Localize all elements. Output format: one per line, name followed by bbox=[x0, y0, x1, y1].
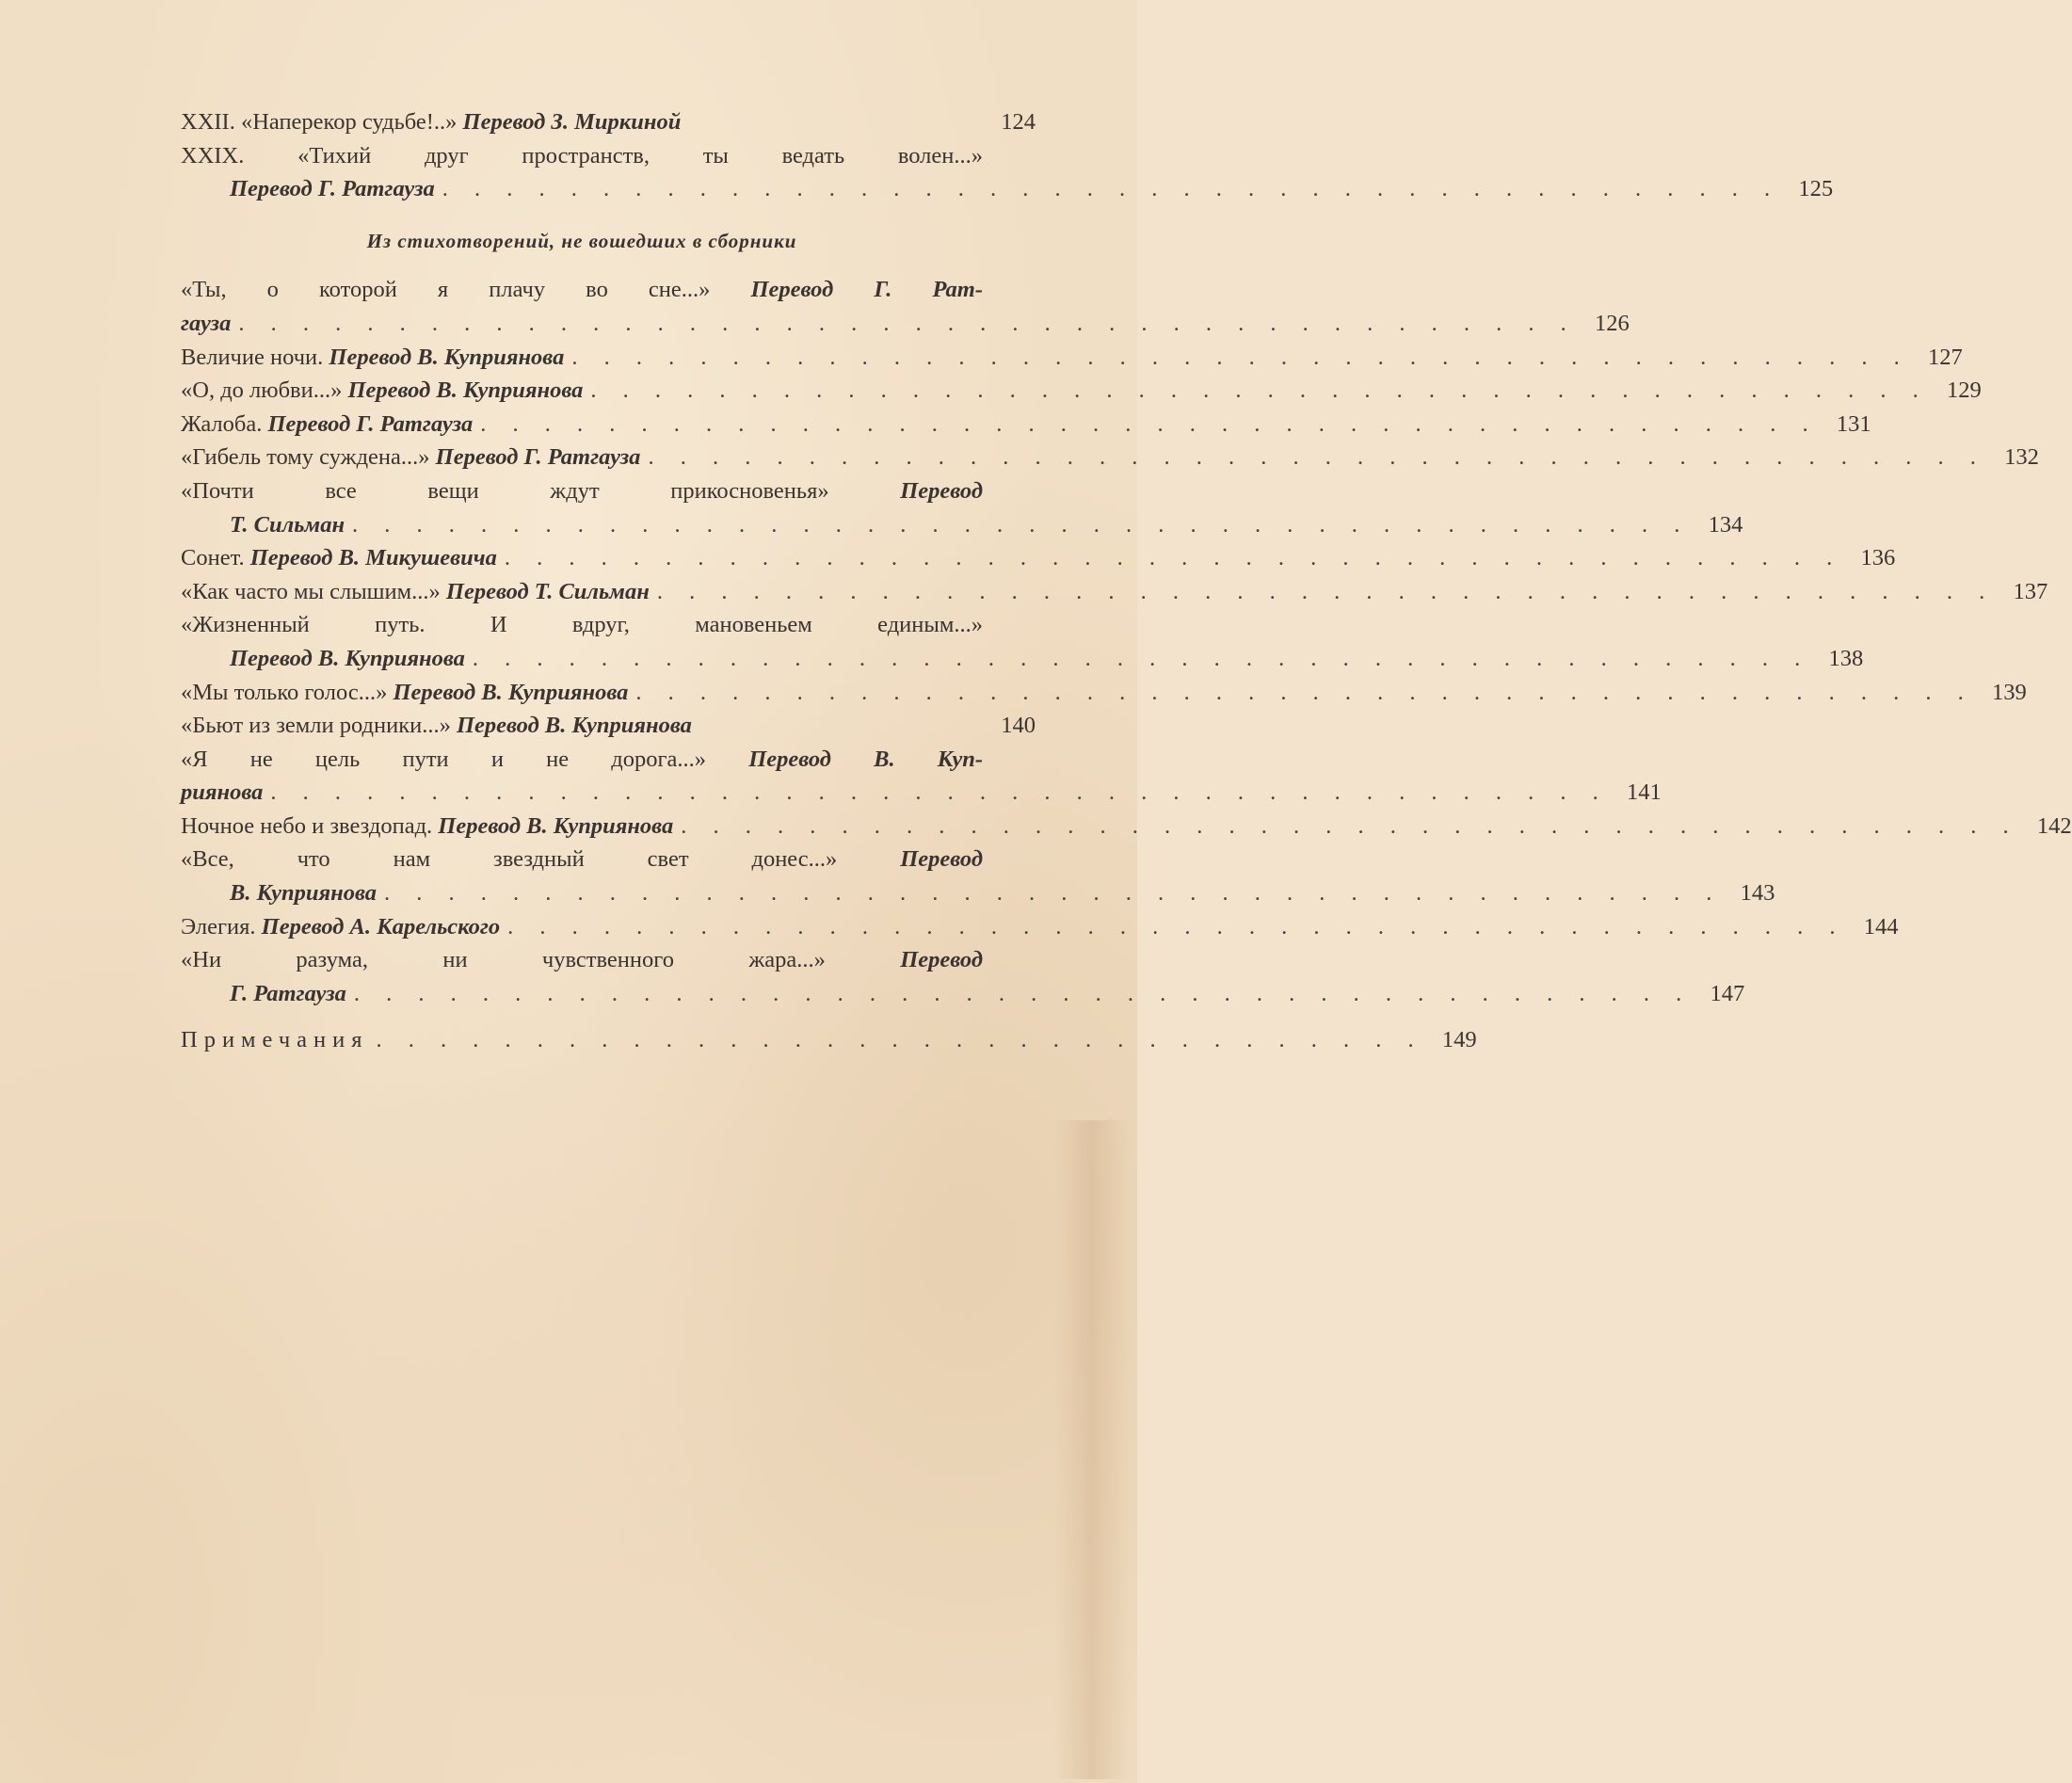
entry-title: «Ни разума, ни чувственного жара...» bbox=[181, 947, 901, 973]
entry-text bbox=[181, 541, 497, 575]
toc-entry bbox=[181, 541, 1896, 575]
translator-credit: Перевод Г. Ратгауза bbox=[435, 444, 641, 471]
entry-title: Ночное небо и звездопад. bbox=[181, 812, 439, 839]
page-number: 149 bbox=[1441, 1027, 1477, 1053]
toc-line bbox=[181, 541, 1896, 575]
entry-title: XXIX. «Тихий друг пространств, ты ведать волен...» bbox=[181, 142, 983, 169]
entry-title: «О, до любви...» bbox=[181, 377, 348, 404]
entry-title: «Почти все вещи ждут прикосновенья» bbox=[181, 477, 901, 504]
toc-line bbox=[181, 608, 1036, 642]
entry-text bbox=[181, 139, 1036, 173]
toc-entry bbox=[181, 743, 1662, 810]
entry-title: «Все, что нам звездный свет донес...» bbox=[181, 846, 901, 873]
entry-text bbox=[181, 341, 564, 375]
toc-line bbox=[181, 172, 1834, 206]
section-title: Из стихотворений, не вошедших в сборники bbox=[366, 229, 797, 252]
page-number: 125 bbox=[1798, 176, 1834, 202]
entry-title: «Гибель тому суждена...» bbox=[181, 444, 436, 471]
dot-leader: . . . . . . . . . . . . . . . . . . . . . . . . . . . . . . . . . . . . . . . . . . bbox=[590, 377, 1929, 404]
entry-title: Величие ночи. bbox=[181, 344, 329, 370]
translator-credit: Перевод bbox=[900, 947, 983, 973]
translator-credit: Перевод В. Куприянова bbox=[230, 645, 465, 671]
page-number: 132 bbox=[2004, 444, 2039, 471]
toc-entry bbox=[181, 608, 1864, 675]
toc-line bbox=[181, 139, 1036, 173]
translator-credit: Перевод А. Карельского bbox=[261, 913, 501, 940]
toc-line bbox=[181, 307, 1630, 341]
entry-text bbox=[181, 374, 583, 408]
toc-entry bbox=[181, 139, 1834, 206]
toc-entry bbox=[181, 676, 2027, 710]
toc-line bbox=[181, 575, 2048, 609]
entry-text bbox=[181, 441, 640, 474]
dot-leader: . . . . . . . . . . . . . . . . . . . . . . . . . . . . . . . . . . . . . . . . . . bbox=[681, 812, 2019, 839]
entry-text bbox=[181, 474, 1036, 508]
toc-line bbox=[181, 743, 1036, 777]
translator-credit: Перевод В. Куприянова bbox=[393, 679, 629, 705]
entry-title: Жалоба. bbox=[181, 410, 268, 437]
entry-title: «Бьют из земли родники...» bbox=[181, 713, 457, 739]
paper-fold-shadow bbox=[1054, 1120, 1130, 1779]
dot-leader: . . . . . . . . . . . . . . . . . . . . . . . . . . . . . . . . . . . . . . . . . . bbox=[384, 880, 1723, 907]
entry-text bbox=[181, 810, 673, 843]
toc-entry bbox=[181, 441, 2039, 474]
toc-line bbox=[181, 676, 2027, 710]
translator-credit: Перевод Т. Сильман bbox=[445, 578, 650, 604]
dot-leader: . . . . . . . . . . . . . . . . . . . . . . . . . . . . . . . . . . . . . . . . . . bbox=[352, 511, 1691, 538]
toc-line bbox=[181, 105, 1036, 139]
entry-title: «Я не цель пути и не дорога...» bbox=[181, 746, 749, 772]
dot-leader: . . . . . . . . . . . . . . . . . . . . . . . . . . . . . . . . . . . . . . . . . . bbox=[353, 980, 1693, 1006]
entry-text bbox=[181, 776, 263, 810]
translator-credit: Перевод Г. Ратгауза bbox=[230, 176, 435, 202]
toc-entry bbox=[181, 810, 2072, 843]
translator-credit: Т. Сильман bbox=[230, 511, 345, 538]
toc-entry bbox=[181, 105, 1036, 139]
page-number: 139 bbox=[1992, 679, 2027, 705]
translator-credit: Перевод В. Микушевича bbox=[249, 545, 497, 571]
translator-credit: Перевод В. Куприянова bbox=[329, 344, 565, 370]
toc-line bbox=[181, 642, 1864, 676]
page-number: 143 bbox=[1740, 880, 1775, 907]
toc-line bbox=[181, 474, 1036, 508]
page-number: 141 bbox=[1627, 779, 1662, 806]
notes-entry bbox=[181, 1023, 1477, 1057]
entry-text bbox=[181, 642, 465, 676]
toc-line bbox=[181, 341, 1963, 375]
page-number: 131 bbox=[1836, 410, 1871, 437]
entry-text bbox=[181, 977, 346, 1011]
entry-title: XXII. «Наперекор судьбе!..» bbox=[181, 109, 463, 135]
translator-credit: Перевод З. Миркиной bbox=[462, 109, 682, 135]
toc-entry bbox=[181, 709, 1036, 743]
toc-line bbox=[181, 776, 1662, 810]
entry-text bbox=[181, 910, 500, 944]
dot-leader: . . . . . . . . . . . . . . . . . . . . . . . . . . . . . . . . . . . . . . . . . . bbox=[238, 310, 1577, 336]
toc-entry bbox=[181, 575, 2048, 609]
entry-text bbox=[181, 508, 345, 542]
toc-entry bbox=[181, 943, 1745, 1010]
entry-text bbox=[181, 608, 1036, 642]
page-number: 126 bbox=[1594, 310, 1630, 336]
toc-line bbox=[181, 508, 1743, 542]
page-number: 144 bbox=[1863, 913, 1899, 940]
translator-credit: Г. Ратгауза bbox=[230, 980, 346, 1006]
page-number: 124 bbox=[1001, 109, 1036, 135]
translator-credit: Перевод Г. Рат- bbox=[750, 277, 983, 303]
page-number: 140 bbox=[1001, 713, 1036, 739]
toc-line bbox=[181, 876, 1775, 910]
entry-text bbox=[181, 943, 1036, 977]
toc-line bbox=[181, 408, 1871, 442]
toc-line bbox=[181, 709, 1036, 743]
toc-line bbox=[181, 374, 1982, 408]
page-number: 134 bbox=[1708, 511, 1743, 538]
translator-credit: Перевод В. Куприянова bbox=[438, 812, 674, 839]
entry-title: «Мы только голос...» bbox=[181, 679, 394, 705]
page-number: 138 bbox=[1828, 645, 1864, 671]
entry-text bbox=[181, 575, 650, 609]
dot-leader: . . . . . . . . . . . . . . . . . . . . . . . . . . . . . . . . . . . . . . . . . . bbox=[648, 444, 1986, 471]
translator-credit: Перевод bbox=[900, 477, 983, 504]
top-entries bbox=[181, 105, 1834, 206]
entry-text bbox=[181, 743, 1036, 777]
entry-text bbox=[181, 709, 692, 743]
toc-line bbox=[181, 843, 1036, 876]
entry-title: «Жизненный путь. И вдруг, мановеньем единым...» bbox=[181, 612, 983, 638]
toc-line bbox=[181, 977, 1745, 1011]
page-number: 127 bbox=[1927, 344, 1963, 370]
dot-leader: . . . . . . . . . . . . . . . . . . . . . . . . . . . . . . . . . . . . . . . . . . bbox=[504, 545, 1843, 571]
entry-text bbox=[181, 172, 435, 206]
toc-entry bbox=[181, 374, 1982, 408]
entry-text bbox=[181, 843, 1036, 876]
dot-leader: . . . . . . . . . . . . . . . . . . . . . . . . . . . . . . . . . . . . . . . . . . bbox=[480, 410, 1819, 437]
page-number: 147 bbox=[1710, 980, 1745, 1006]
translator-credit: гауза bbox=[181, 310, 232, 336]
page-number: 129 bbox=[1947, 377, 1982, 404]
entries-list bbox=[181, 273, 2072, 1010]
entry-title: Элегия. bbox=[181, 913, 262, 940]
toc-entry bbox=[181, 341, 1963, 375]
toc-line bbox=[181, 273, 1036, 307]
entry-text bbox=[181, 876, 377, 910]
translator-credit: риянова bbox=[181, 779, 264, 806]
translator-credit: Перевод В. Куприянова bbox=[456, 713, 692, 739]
page-number: 136 bbox=[1860, 545, 1896, 571]
translator-credit: Перевод В. Куп- bbox=[748, 746, 983, 772]
dot-leader: . . . . . . . . . . . . . . . . . . . . . . . . . . . . . . . . . . . . . . . . . . bbox=[442, 176, 1781, 202]
toc-line bbox=[181, 441, 2039, 474]
toc-line bbox=[181, 943, 1036, 977]
entry-text bbox=[181, 676, 628, 710]
notes-label: Примечания bbox=[181, 1027, 369, 1053]
page-number: 142 bbox=[2036, 812, 2072, 839]
entry-title: «Ты, о которой я плачу во сне...» bbox=[181, 277, 751, 303]
toc-entry bbox=[181, 408, 1871, 442]
entry-title: Сонет. bbox=[181, 545, 250, 571]
table-of-contents bbox=[181, 105, 2072, 1057]
dot-leader: . . . . . . . . . . . . . . . . . . . . . . . . . . . . . . . . . . . . . . . . . . bbox=[571, 344, 1910, 370]
entry-text bbox=[181, 307, 231, 341]
toc-entry bbox=[181, 273, 1630, 340]
toc-entry bbox=[181, 843, 1775, 909]
page-number: 137 bbox=[2013, 578, 2048, 604]
dot-leader: . . . . . . . . . . . . . . . . . . . . . . . . . . . . . . . . . . . . . . . . . . bbox=[472, 645, 1811, 671]
translator-credit: Перевод Г. Ратгауза bbox=[267, 410, 474, 437]
entry-text bbox=[181, 105, 681, 139]
translator-credit: Перевод bbox=[900, 846, 983, 873]
dot-leader: . . . . . . . . . . . . . . . . . . . . . . . . . . . . . . . . . . . . . . . . . . bbox=[656, 578, 1996, 604]
entry-text bbox=[181, 408, 473, 442]
toc-line bbox=[181, 910, 1899, 944]
entry-text bbox=[181, 273, 1036, 307]
toc-entry bbox=[181, 474, 1743, 541]
dot-leader: . . . . . . . . . . . . . . . . . . . . . . . . . . . . . . . . . . . . . . . . . . bbox=[507, 913, 1846, 940]
dot-leader: . . . . . . . . . . . . . . . . . . . . . . . . . . . . . . . . . bbox=[376, 1027, 1424, 1053]
translator-credit: Перевод В. Куприянова bbox=[347, 377, 584, 404]
dot-leader: . . . . . . . . . . . . . . . . . . . . . . . . . . . . . . . . . . . . . . . . . . bbox=[270, 779, 1609, 806]
dot-leader: . . . . . . . . . . . . . . . . . . . . . . . . . . . . . . . . . . . . . . . . . . bbox=[635, 679, 1974, 705]
entry-title: «Как часто мы слышим...» bbox=[181, 578, 446, 604]
toc-entry bbox=[181, 910, 1899, 944]
toc-line bbox=[181, 810, 2072, 843]
translator-credit: В. Куприянова bbox=[230, 880, 377, 907]
